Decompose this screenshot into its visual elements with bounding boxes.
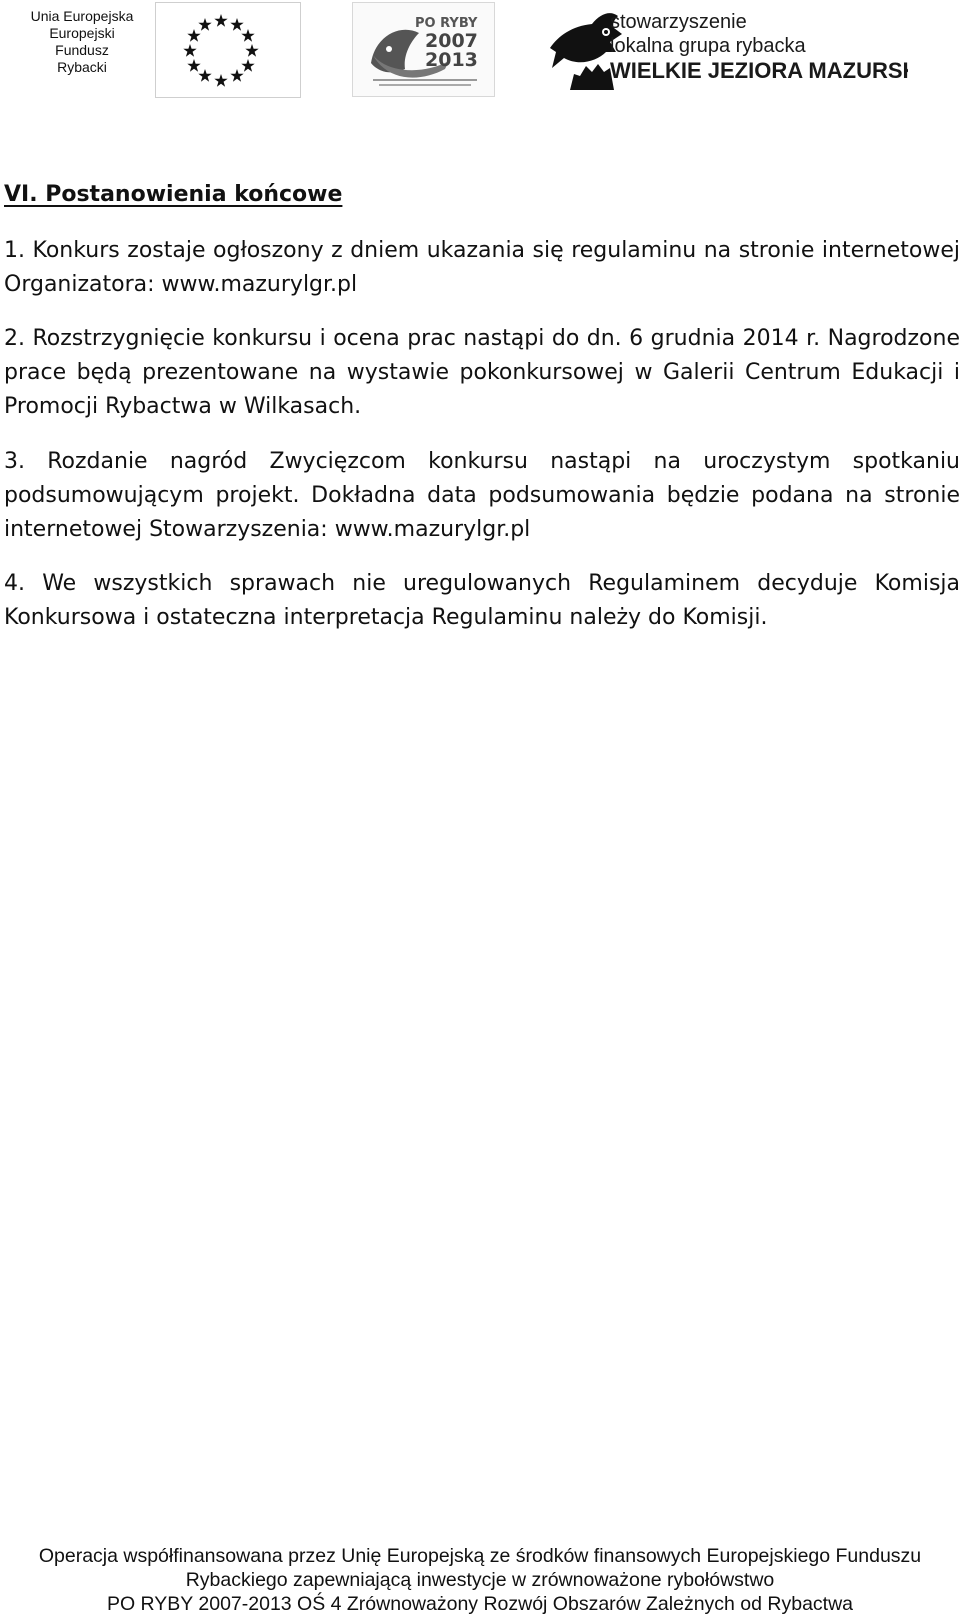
- po-ryby-logo: [352, 2, 495, 97]
- lgr-logo: [548, 6, 908, 90]
- po-ryby-line2: 2007: [425, 30, 478, 52]
- page-header: [0, 0, 960, 110]
- section-title: VI. Postanowienia końcowe: [4, 182, 343, 207]
- eu-label-line: Rybacki: [57, 59, 107, 75]
- footer-line: PO RYBY 2007-2013 OŚ 4 Zrównoważony Rozwój Obszarów Zależnych od Rybactwa: [106, 1593, 854, 1615]
- fish-emblem-icon: [353, 3, 494, 96]
- footer-line: Rybackiego zapewniającą inwestycje w zrównoważone rybołówstwo: [185, 1569, 775, 1591]
- lgr-line2: lokalna grupa rybacka: [610, 35, 806, 57]
- eu-label-line: Fundusz: [55, 42, 109, 58]
- paragraph-1: 1. Konkurs zostaje ogłoszony z dniem ukazania się regulaminu na stronie internetowej Organizatora: www.mazurylgr.pl: [4, 238, 960, 297]
- lgr-fish-icon: [548, 6, 908, 90]
- lgr-line3: WIELKIE JEZIORA MAZURSKIE: [610, 58, 908, 83]
- paragraph-2: 2. Rozstrzygnięcie konkursu i ocena prac nastąpi do dn. 6 grudnia 2014 r. Nagrodzone prace będą prezentowane na wystawie pokonkursowej w Galerii Centrum Edukacji i Promocji Rybactwa w Wilkasach.: [4, 326, 960, 419]
- po-ryby-line1: PO RYBY: [415, 16, 478, 31]
- po-ryby-line3: 2013: [425, 49, 478, 71]
- lgr-line1: stowarzyszenie: [610, 11, 747, 33]
- paragraph-3: 3. Rozdanie nagród Zwycięzcom konkursu nastąpi na uroczystym spotkaniu podsumowującym projekt. Dokładna data podsumowania będzie podana na stronie internetowej Stowarzyszenia: www.mazurylgr.pl: [4, 449, 960, 542]
- eu-label: [20, 8, 144, 76]
- document-body: [4, 178, 960, 630]
- eu-label-line: Europejski: [49, 25, 115, 41]
- page-footer: [0, 1544, 960, 1616]
- eu-flag-logo: [155, 2, 301, 98]
- paragraph-4: 4. We wszystkich sprawach nie uregulowanych Regulaminem decyduje Komisja Konkursowa i ostateczna interpretacja Regulaminu należy do Komisji.: [4, 571, 960, 630]
- eu-label-line: Unia Europejska: [30, 8, 134, 24]
- footer-line: Operacja współfinansowana przez Unię Europejską ze środków finansowych Europejskiego Funduszu: [38, 1545, 922, 1567]
- eu-stars-icon: [156, 3, 300, 97]
